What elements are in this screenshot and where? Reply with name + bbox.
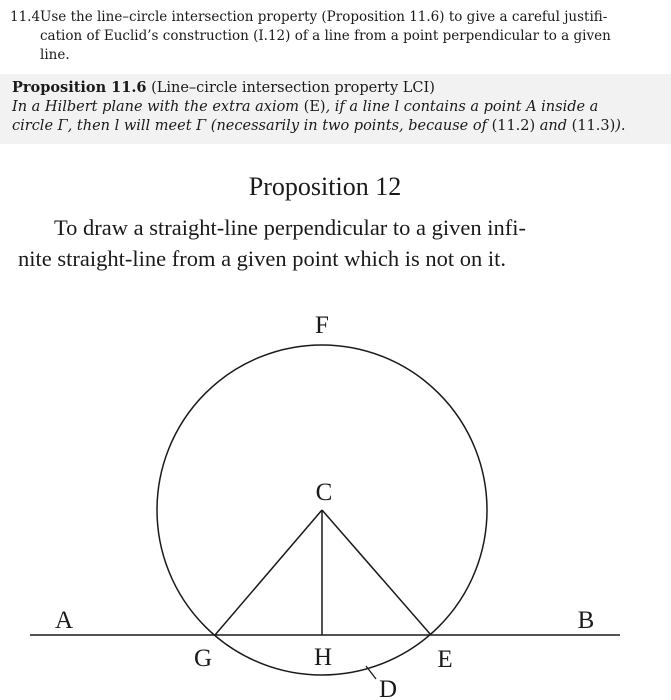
axiom-ref: (E)	[303, 99, 326, 115]
proposition-12-line-1: To draw a straight-line perpendicular to a given infi-	[54, 215, 527, 240]
prop-text-1a: In a Hilbert plane with the extra axiom	[12, 99, 304, 115]
label-e: E	[437, 646, 453, 673]
proposition-11-6	[12, 78, 664, 136]
proposition-12-line-2: nite straight-line from a given point which is not on it.	[18, 246, 507, 271]
prop-text-2b: and	[535, 118, 572, 134]
exercise-number: 11.4	[10, 9, 41, 25]
proposition-11-6-heading	[12, 78, 664, 98]
proposition-12-statement	[18, 212, 658, 274]
proposition-11-6-line-2	[12, 117, 664, 136]
label-b: B	[577, 607, 595, 634]
ref-11-2: (11.2)	[491, 118, 536, 134]
label-c: C	[315, 479, 333, 506]
exercise-text-1: Use the line–circle intersection property (Proposition 11.6) to give a careful justifi-	[40, 9, 608, 25]
exercise-line-2: cation of Euclid’s construction (I.12) of a line from a point perpendicular to a given	[40, 28, 611, 44]
label-g: G	[193, 645, 213, 672]
label-d: D	[378, 676, 398, 700]
label-h: H	[313, 644, 333, 671]
proposition-11-6-label: Proposition 11.6	[12, 79, 147, 96]
prop-text-2c: ).	[615, 118, 626, 134]
construction-figure	[0, 295, 671, 700]
exercise-line-1	[10, 8, 660, 27]
exercise-line-3: line.	[40, 47, 70, 63]
label-f: F	[315, 312, 329, 339]
segment-ce	[322, 510, 431, 635]
ref-11-3: (11.3)	[571, 118, 616, 134]
proposition-12-title: Proposition 12	[248, 172, 402, 201]
prop-text-1b: , if a line l contains a point A inside a	[325, 99, 599, 115]
prop-text-2a: circle Γ, then l will meet Γ (necessarily in two points, because of	[12, 118, 492, 134]
exercise-11-4	[10, 8, 660, 65]
label-a: A	[54, 607, 74, 634]
segment-cg	[215, 510, 322, 635]
proposition-11-6-line-1	[12, 98, 664, 117]
proposition-11-6-title: (Line–circle intersection property LCI)	[151, 80, 435, 96]
